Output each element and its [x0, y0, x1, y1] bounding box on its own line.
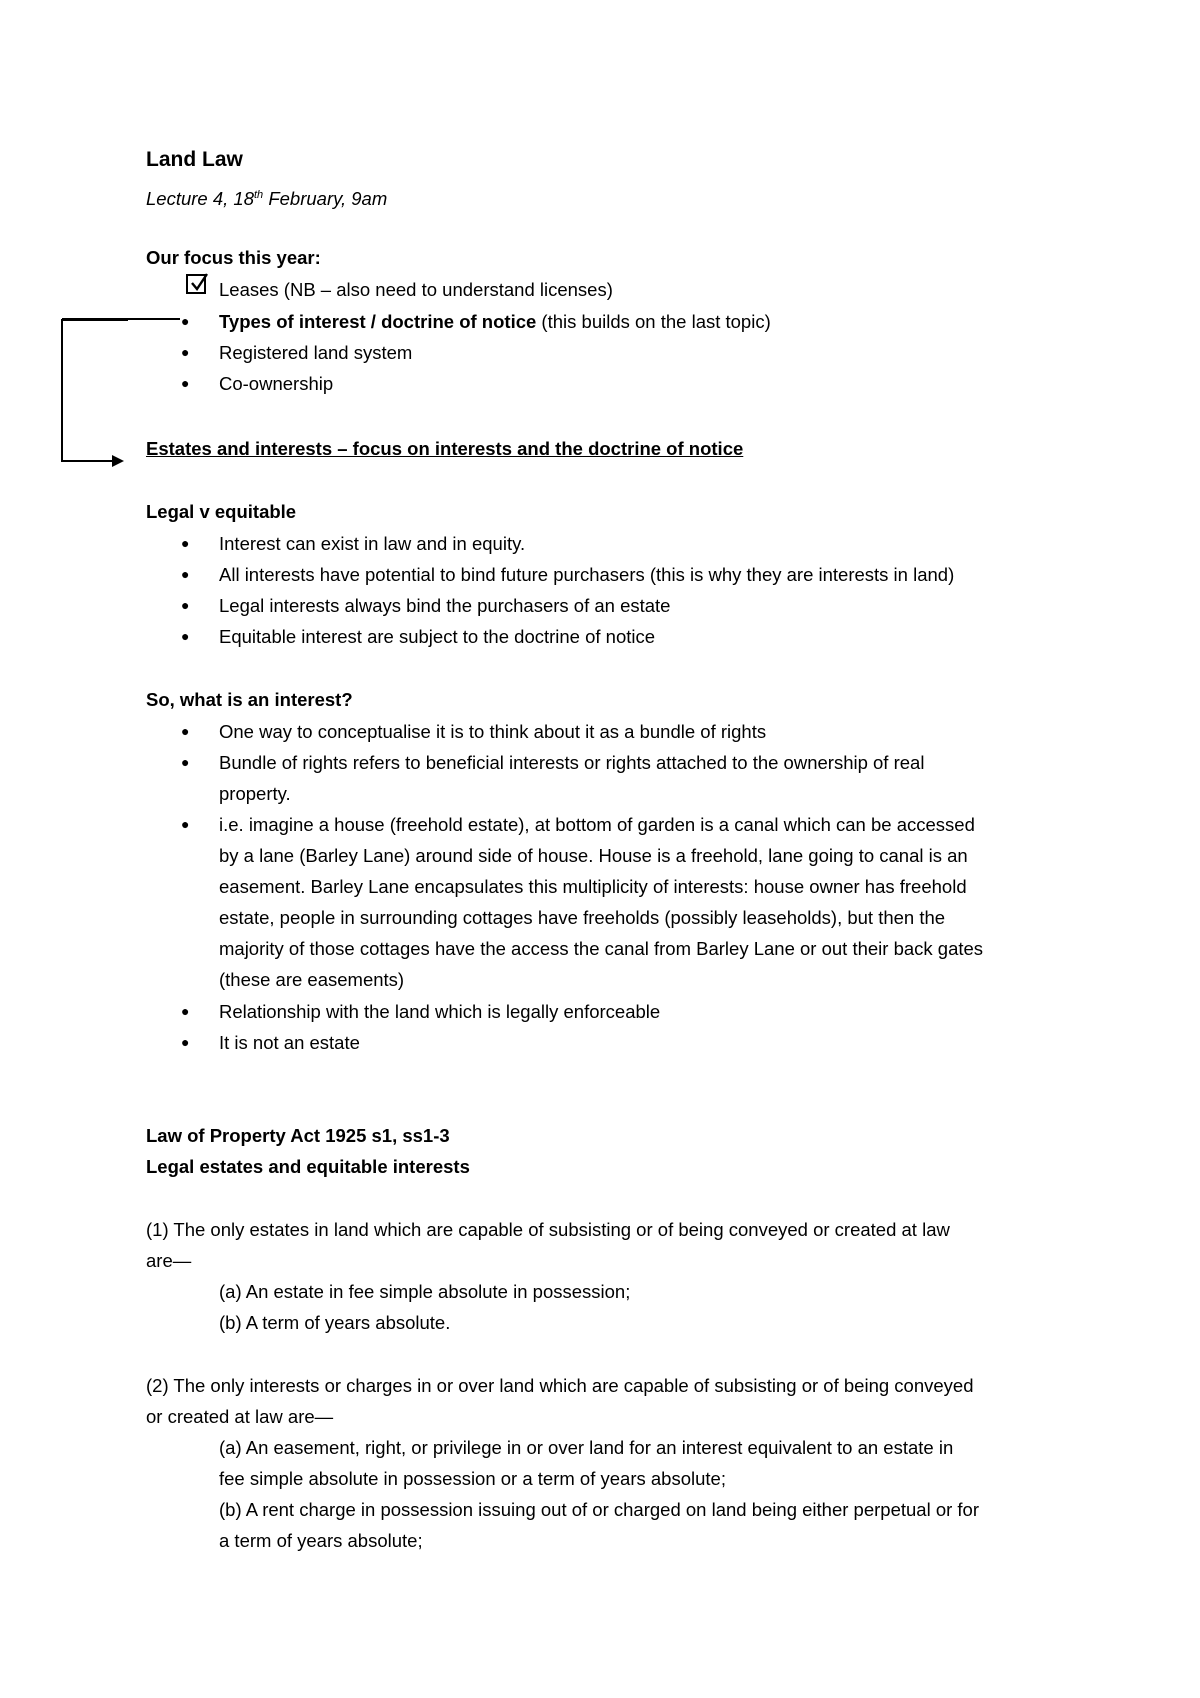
interest-item: i.e. imagine a house (freehold estate), at bottom of garden is a canal which can be accessed — [219, 814, 975, 835]
legal-item: All interests have potential to bind future purchasers (this is why they are interests in land) — [219, 564, 955, 585]
bullet-icon: ● — [181, 535, 190, 551]
focus-heading: Our focus this year: — [146, 247, 321, 268]
legal-item: Interest can exist in law and in equity. — [219, 533, 526, 554]
bullet-icon: ● — [181, 375, 190, 391]
bullet-icon: ● — [181, 566, 190, 582]
lpa-heading: Law of Property Act 1925 s1, ss1-3 — [146, 1125, 450, 1146]
connector-top-line — [62, 318, 182, 322]
lecture-subtitle: Lecture 4, 18th February, 9am — [146, 188, 388, 210]
interest-item-cont: majority of those cottages have the access the canal from Barley Lane or out their back gates — [219, 938, 984, 959]
interest-item-cont: (these are easements) — [219, 969, 405, 990]
lpa-sub-item: (b) A term of years absolute. — [219, 1312, 451, 1333]
interest-item-cont: easement. Barley Lane encapsulates this multiplicity of interests: house owner has freehold — [219, 876, 967, 897]
bullet-icon: ● — [181, 1003, 190, 1019]
focus-item-leases: Leases (NB – also need to understand licenses) — [219, 279, 613, 300]
interest-item: Relationship with the land which is legally enforceable — [219, 1001, 661, 1022]
interest-item: It is not an estate — [219, 1032, 360, 1053]
bullet-icon: ● — [181, 754, 190, 770]
interest-item-cont: by a lane (Barley Lane) around side of house. House is a freehold, lane going to canal is an — [219, 845, 968, 866]
lpa-para-cont: are— — [146, 1250, 192, 1271]
lpa-sub-item: (a) An easement, right, or privilege in or over land for an interest equivalent to an estate in — [219, 1437, 954, 1458]
connector-arrow-icon — [58, 318, 128, 468]
interest-heading: So, what is an interest? — [146, 689, 353, 710]
lpa-sub-item-cont: a term of years absolute; — [219, 1530, 423, 1551]
lpa-subheading: Legal estates and equitable interests — [146, 1156, 470, 1177]
interest-item-cont: property. — [219, 783, 291, 804]
lpa-para-cont: or created at law are— — [146, 1406, 334, 1427]
bullet-icon: ● — [181, 816, 190, 832]
bullet-icon: ● — [181, 628, 190, 644]
focus-item-coownership: Co-ownership — [219, 373, 334, 394]
focus-item-types: Types of interest / doctrine of notice (this builds on the last topic) — [219, 311, 771, 332]
bullet-icon: ● — [181, 723, 190, 739]
bullet-icon: ● — [181, 344, 190, 360]
doc-title: Land Law — [146, 148, 243, 171]
focus-item-registered: Registered land system — [219, 342, 413, 363]
legal-heading: Legal v equitable — [146, 501, 297, 522]
interest-item: Bundle of rights refers to beneficial interests or rights attached to the ownership of real — [219, 752, 925, 773]
lpa-sub-item: (a) An estate in fee simple absolute in possession; — [219, 1281, 631, 1302]
bullet-icon: ● — [181, 597, 190, 613]
lpa-para: (1) The only estates in land which are capable of subsisting or of being conveyed or created at law — [146, 1219, 950, 1240]
bullet-icon: ● — [181, 313, 190, 329]
lpa-sub-item: (b) A rent charge in possession issuing out of or charged on land being either perpetual or for — [219, 1499, 979, 1520]
interest-item: One way to conceptualise it is to think about it as a bundle of rights — [219, 721, 767, 742]
lpa-sub-item-cont: fee simple absolute in possession or a term of years absolute; — [219, 1468, 726, 1489]
legal-item: Equitable interest are subject to the doctrine of notice — [219, 626, 656, 647]
bullet-icon: ● — [181, 1034, 190, 1050]
checkbox-checked-icon — [186, 274, 206, 294]
legal-item: Legal interests always bind the purchasers of an estate — [219, 595, 671, 616]
lpa-para: (2) The only interests or charges in or over land which are capable of subsisting or of being conveyed — [146, 1375, 974, 1396]
estates-heading: Estates and interests – focus on interests and the doctrine of notice — [146, 438, 744, 459]
interest-item-cont: estate, people in surrounding cottages have freeholds (possibly leaseholds), but then the — [219, 907, 946, 928]
